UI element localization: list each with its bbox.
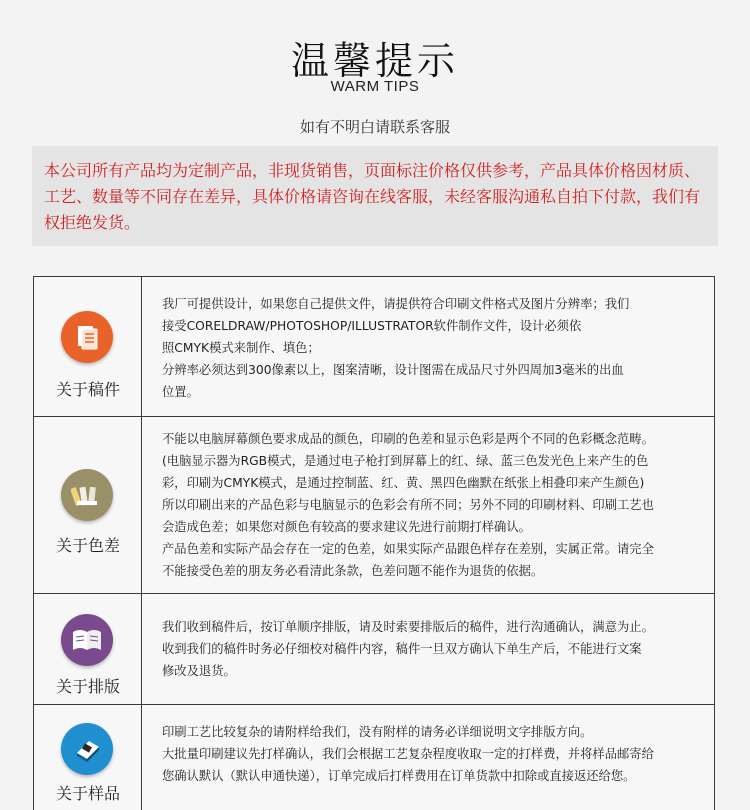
content-line: (电脑显示器为RGB模式，是通过电子枪打到屏幕上的红、绿、蓝三色发光色上来产生的色 <box>162 454 649 468</box>
content-line: 收到我们的稿件时务必仔细校对稿件内容，稿件一旦双方确认下单生产后，不能进行文案 <box>162 642 642 656</box>
content-line: 彩，印刷为CMYK模式，是通过控制蓝、红、黄、黑四色幽默在纸张上相叠印来产生颜色) <box>162 476 645 490</box>
tips-row-sample <box>34 705 714 810</box>
row-header-cell <box>34 594 142 704</box>
content-line: 照CMYK模式来制作、填色； <box>162 341 320 355</box>
content-line: 大批量印刷建议先打样确认，我们会根据工艺复杂程度收取一定的打样费，并将样品邮寄给 <box>162 747 654 761</box>
row-content <box>142 594 714 704</box>
row-header-cell <box>34 277 142 416</box>
content-line: 不能接受色差的朋友务必看清此条款，色差问题不能作为退货的依据。 <box>162 564 544 578</box>
warm-tips-header <box>0 0 750 145</box>
page-title-english: WARM TIPS <box>330 78 420 95</box>
content-line: 会造成色差；如果您对颜色有较高的要求建议先进行前期打样确认。 <box>162 520 531 534</box>
color-swatch-icon <box>61 469 113 521</box>
tips-table <box>33 276 715 810</box>
content-line: 我厂可提供设计，如果您自己提供文件，请提供符合印刷文件格式及图片分辨率；我们 <box>162 297 630 311</box>
content-line: 所以印刷出来的产品色彩与电脑显示的色彩会有所不同；另外不同的印刷材料、印刷工艺也 <box>162 498 654 512</box>
content-line: 产品色差和实际产品会存在一定的色差，如果实际产品跟色样存在差别，实属正常。请完全 <box>162 542 654 556</box>
row-label: 关于色差 <box>55 536 120 555</box>
row-content <box>142 705 714 810</box>
row-label: 关于样品 <box>55 784 120 803</box>
content-line: 我们收到稿件后，按订单顺序排版，请及时索要排版后的稿件，进行沟通确认，满意为止。 <box>162 620 654 634</box>
content-line: 位置。 <box>162 385 199 399</box>
row-content <box>142 417 714 593</box>
row-header-cell <box>34 705 142 810</box>
tips-row-layout <box>34 594 714 705</box>
row-header-cell <box>34 417 142 593</box>
content-line: 印刷工艺比较复杂的请附样给我们，没有附样的请务必详细说明文字排版方向。 <box>162 725 593 739</box>
content-line: 接受CORELDRAW/PHOTOSHOP/ILLUSTRATOR软件制作文件，设计必须依 <box>162 319 582 333</box>
row-content <box>142 277 714 416</box>
tips-row-color-difference <box>34 417 714 594</box>
print-sample-icon <box>61 723 113 775</box>
tips-row-manuscript <box>34 277 714 417</box>
page-title: 温馨提示 <box>290 39 459 83</box>
row-label: 关于排版 <box>55 677 120 696</box>
content-line: 修改及退货。 <box>162 664 236 678</box>
content-line: 分辨率必须达到300像素以上，图案清晰，设计图需在成品尺寸外四周加3毫米的出血 <box>162 363 624 377</box>
content-line: 不能以电脑屏幕颜色要求成品的颜色，印刷的色差和显示色彩是两个不同的色彩概念范畴。 <box>162 432 654 446</box>
open-book-icon <box>61 614 113 666</box>
content-line: 您确认默认（默认申通快递），订单完成后打样费用在订单货款中扣除或直接返还给您。 <box>162 769 636 783</box>
document-icon <box>61 311 113 363</box>
contact-service-subtitle: 如有不明白请联系客服 <box>299 118 450 136</box>
row-label: 关于稿件 <box>55 380 120 399</box>
custom-product-notice: 本公司所有产品均为定制产品，非现货销售，页面标注价格仅供参考，产品具体价格因材质、工艺、数量等不同存在差异，具体价格请咨询在线客服，未经客服沟通私自拍下付款，我们有权拒绝发货。 <box>32 146 718 246</box>
